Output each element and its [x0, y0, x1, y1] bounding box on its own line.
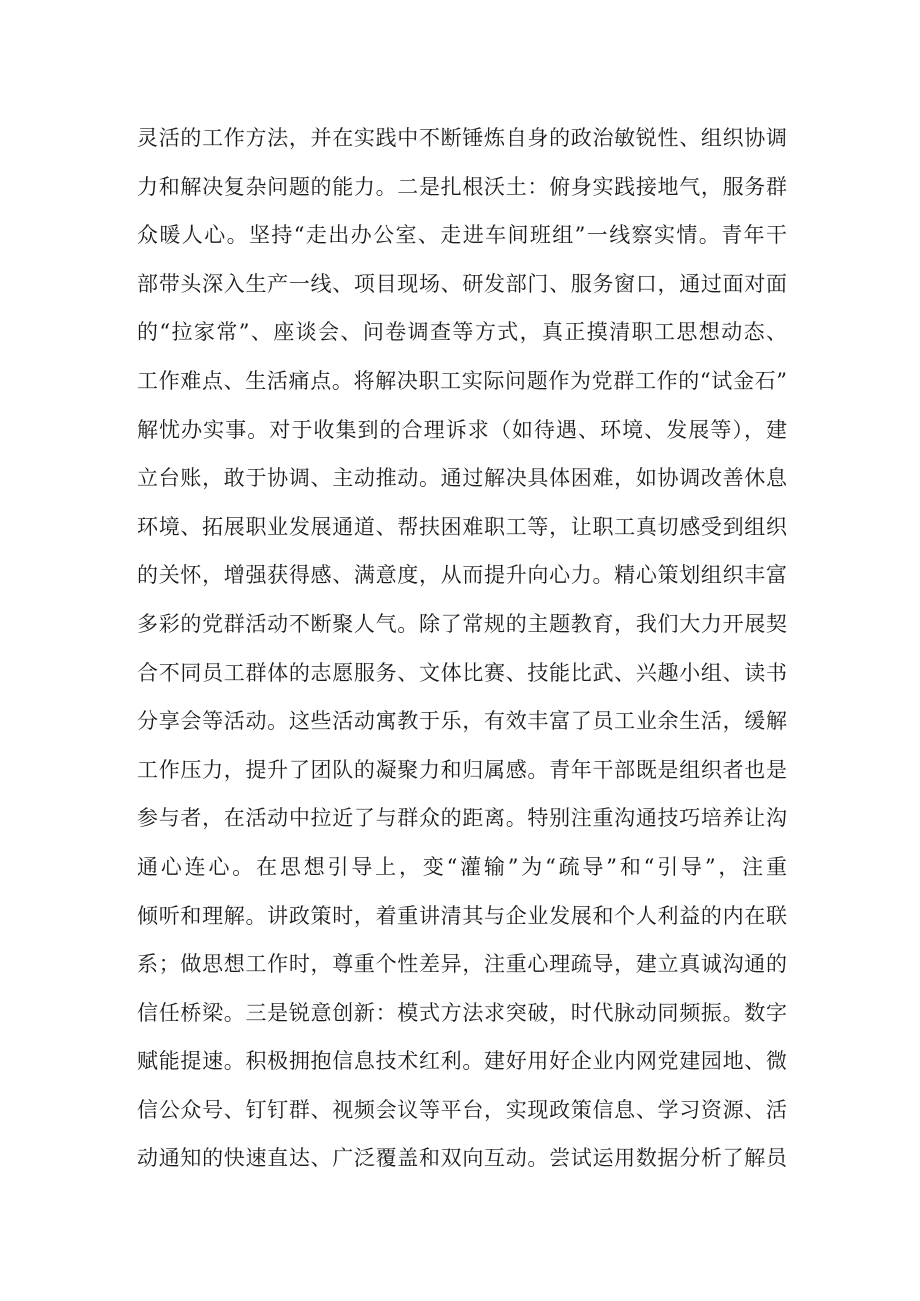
text-line-22: 动通知的快速直达、广泛覆盖和双向互动。尝试运用数据分析了解员: [137, 1146, 787, 1171]
body-text: [137, 114, 787, 1183]
text-line-4: 部带头深入生产一线、项目现场、研发部门、服务窗口，通过面对面: [137, 271, 787, 296]
text-line-19: 信任桥梁。三是锐意创新：模式方法求突破，时代脉动同频振。数字: [137, 1000, 787, 1025]
text-line-21: 信公众号、钉钉群、视频会议等平台，实现政策信息、学习资源、活: [137, 1097, 787, 1122]
text-line-15: 参与者，在活动中拉近了与群众的距离。特别注重沟通技巧培养让沟: [137, 806, 787, 831]
text-line-13: 分享会等活动。这些活动寓教于乐，有效丰富了员工业余生活，缓解: [137, 709, 787, 734]
text-line-8: 立台账，敢于协调、主动推动。通过解决具体困难，如协调改善休息: [137, 466, 787, 491]
text-line-12: 合不同员工群体的志愿服务、文体比赛、技能比武、兴趣小组、读书: [137, 660, 787, 685]
text-line-2: 力和解决复杂问题的能力。二是扎根沃土：俯身实践接地气，服务群: [137, 174, 787, 199]
text-line-9: 环境、拓展职业发展通道、帮扶困难职工等，让职工真切感受到组织: [137, 514, 787, 539]
text-line-16: 通心连心。在思想引导上，变“灌输”为“疏导”和“引导”，注重: [137, 854, 787, 879]
text-line-5: 的“拉家常”、座谈会、问卷调查等方式，真正摸清职工思想动态、: [137, 320, 787, 345]
text-line-10: 的关怀，增强获得感、满意度，从而提升向心力。精心策划组织丰富: [137, 563, 787, 588]
text-line-14: 工作压力，提升了团队的凝聚力和归属感。青年干部既是组织者也是: [137, 757, 787, 782]
text-line-3: 众暖人心。坚持“走出办公室、走进车间班组”一线察实情。青年干: [137, 223, 787, 248]
text-line-6: 工作难点、生活痛点。将解决职工实际问题作为党群工作的“试金石”: [137, 368, 787, 393]
text-line-20: 赋能提速。积极拥抱信息技术红利。建好用好企业内网党建园地、微: [137, 1049, 787, 1074]
text-line-17: 倾听和理解。讲政策时，着重讲清其与企业发展和个人利益的内在联: [137, 903, 787, 928]
text-line-1: 灵活的工作方法，并在实践中不断锤炼自身的政治敏锐性、组织协调: [137, 126, 787, 150]
text-line-18: 系；做思想工作时，尊重个性差异，注重心理疏导，建立真诚沟通的: [137, 952, 787, 977]
text-line-11: 多彩的党群活动不断聚人气。除了常规的主题教育，我们大力开展契: [137, 611, 787, 636]
text-line-7: 解忧办实事。对于收集到的合理诉求（如待遇、环境、发展等），建: [137, 417, 787, 442]
